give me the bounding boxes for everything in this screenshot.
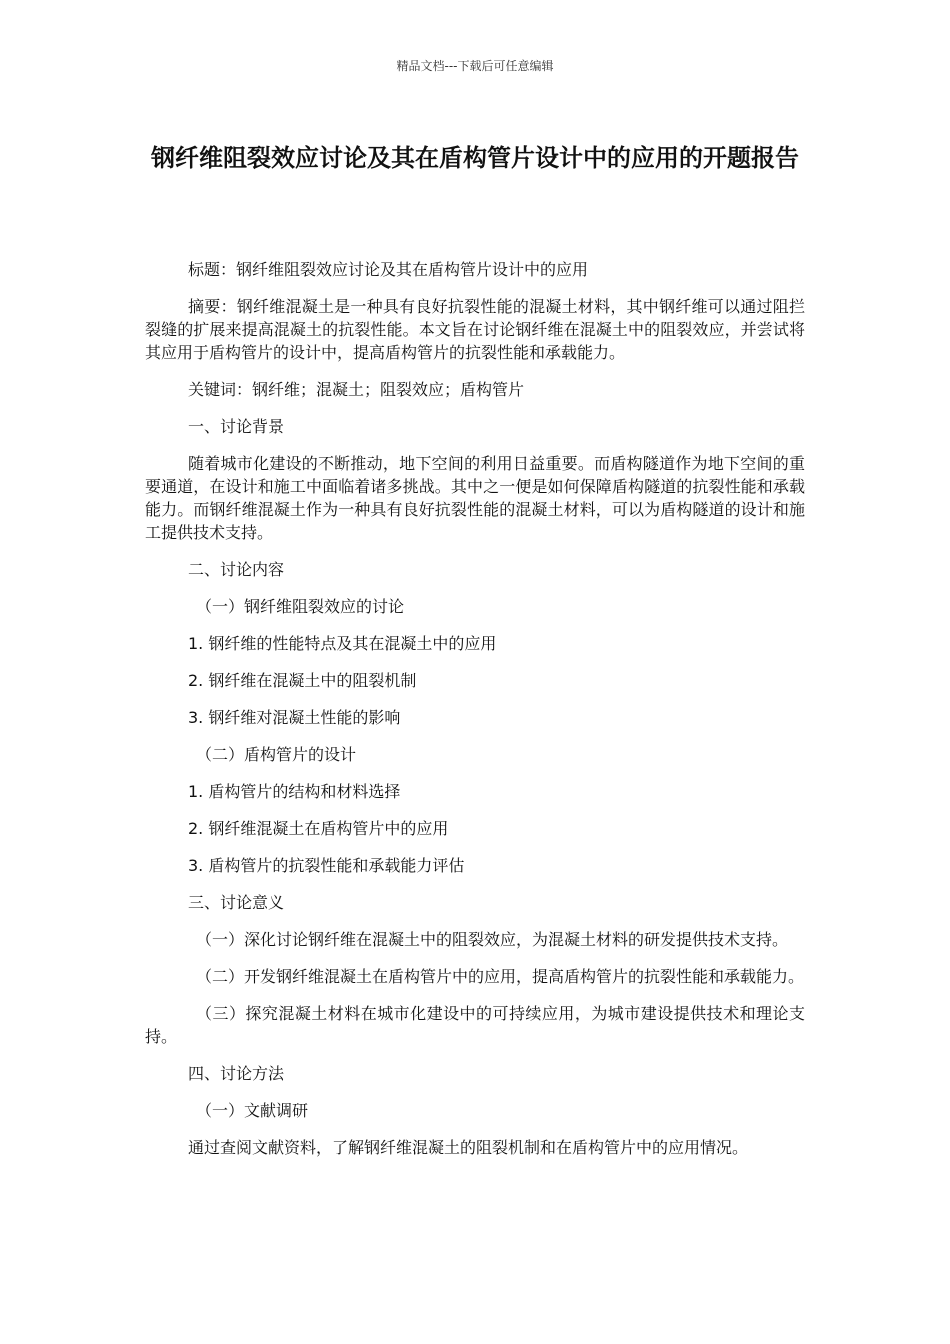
keywords-line: 关键词：钢纤维；混凝土；阻裂效应；盾构管片 (188, 380, 525, 399)
list-item: 3. 钢纤维对混凝土性能的影响 (188, 708, 401, 727)
document-body (145, 258, 805, 1173)
background-paragraph: 随着城市化建设的不断推动，地下空间的利用日益重要。而盾构隧道作为地下空间的重要通道，在设计和施工中面临着诸多挑战。其中之一便是如何保障盾构隧道的抗裂性能和承载能力。而钢纤维混凝土作为一种具有良好抗裂性能的混凝土材料，可以为盾构隧道的设计和施工提供技术支持。 (145, 454, 805, 542)
significance-item: （二）开发钢纤维混凝土在盾构管片中的应用，提高盾构管片的抗裂性能和承载能力。 (196, 967, 805, 986)
method-paragraph: 通过查阅文献资料，了解钢纤维混凝土的阻裂机制和在盾构管片中的应用情况。 (188, 1138, 749, 1157)
abstract-paragraph: 摘要：钢纤维混凝土是一种具有良好抗裂性能的混凝土材料，其中钢纤维可以通过阻拦裂缝的扩展来提高混凝土的抗裂性能。本文旨在讨论钢纤维在混凝土中的阻裂效应，并尝试将其应用于盾构管片的设计中，提高盾构管片的抗裂性能和承载能力。 (145, 297, 805, 362)
section-heading: 二、讨论内容 (188, 560, 285, 579)
list-item: 2. 钢纤维混凝土在盾构管片中的应用 (188, 819, 449, 838)
list-item: 2. 钢纤维在混凝土中的阻裂机制 (188, 671, 417, 690)
list-item: 1. 钢纤维的性能特点及其在混凝土中的应用 (188, 634, 497, 653)
significance-item: （一）深化讨论钢纤维在混凝土中的阻裂效应，为混凝土材料的研发提供技术支持。 (196, 930, 789, 949)
subsection-heading: （一）文献调研 (196, 1101, 309, 1120)
section-heading: 三、讨论意义 (188, 893, 285, 912)
subsection-heading: （二）盾构管片的设计 (196, 745, 357, 764)
page-header-note: 精品文档---下载后可任意编辑 (396, 59, 554, 73)
section-heading: 一、讨论背景 (188, 417, 285, 436)
document-title: 钢纤维阻裂效应讨论及其在盾构管片设计中的应用的开题报告 (151, 144, 799, 172)
subsection-heading: （一）钢纤维阻裂效应的讨论 (196, 597, 405, 616)
list-item: 3. 盾构管片的抗裂性能和承载能力评估 (188, 856, 465, 875)
section-heading: 四、讨论方法 (188, 1064, 285, 1083)
significance-item: （三）探究混凝土材料在城市化建设中的可持续应用，为城市建设提供技术和理论支持。 (145, 1004, 805, 1046)
title-line: 标题：钢纤维阻裂效应讨论及其在盾构管片设计中的应用 (188, 260, 589, 279)
list-item: 1. 盾构管片的结构和材料选择 (188, 782, 401, 801)
